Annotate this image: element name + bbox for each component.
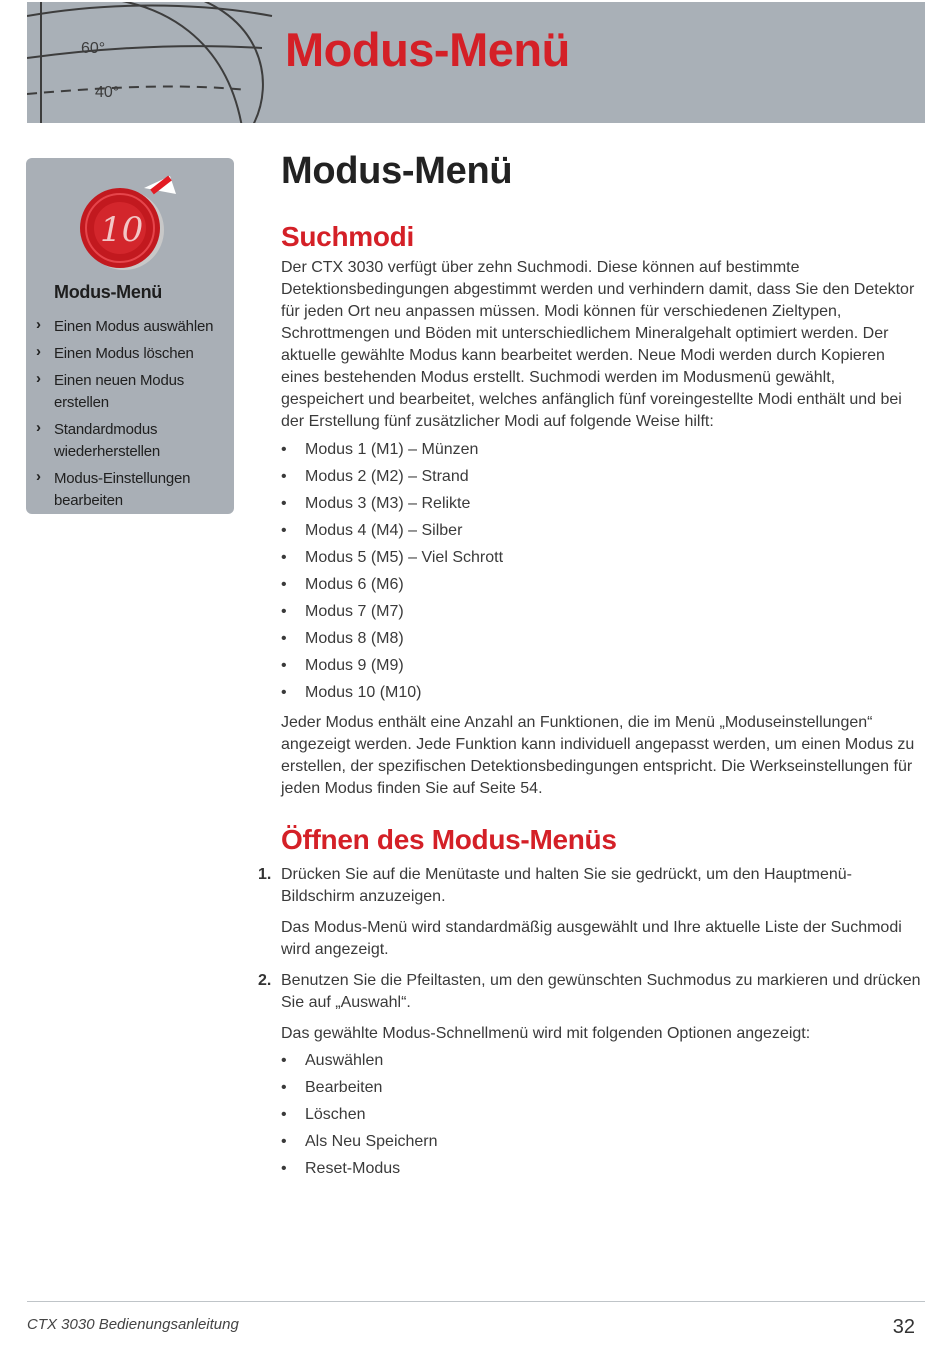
list-item: • Reset-Modus bbox=[281, 1155, 921, 1182]
globe-label-40: 40° bbox=[95, 84, 120, 101]
main-content bbox=[258, 148, 921, 1182]
chevron-right-icon: › bbox=[36, 419, 41, 436]
step-text: Drücken Sie auf die Menütaste und halten Sie sie gedrückt, um den Hauptmenü-Bildschirm anzuzeigen. bbox=[281, 866, 852, 905]
list-item: • Löschen bbox=[281, 1101, 921, 1128]
step-note: Das Modus-Menü wird standardmäßig ausgewählt und Ihre aktuelle Liste der Suchmodi wird angezeigt. bbox=[281, 919, 902, 958]
sidebar-item-select-mode[interactable] bbox=[36, 316, 228, 338]
sidebar-item-label-cont: bearbeiten bbox=[54, 492, 123, 509]
chevron-right-icon: › bbox=[36, 370, 41, 387]
globe-label-60: 60° bbox=[81, 40, 106, 57]
section-heading-open-menu: Öffnen des Modus-Menüs bbox=[281, 824, 617, 855]
list-item: • Modus 10 (M10) bbox=[281, 679, 921, 706]
sidebar-item-label: Modus-Einstellungen bbox=[54, 470, 191, 487]
header-title: Modus-Menü bbox=[285, 23, 570, 76]
sidebar-item-restore-default[interactable] bbox=[36, 419, 228, 463]
intro-paragraph: Der CTX 3030 verfügt über zehn Suchmodi. Diese können auf bestimmte Detektionsbedingungen abgestimmt werden und verhindern damit, dass Sie den Detektor für jeden Ort neu anpassen müssen. Modi können für verschiedenen Zieltypen, Schrottmengen und Böden mit unterschiedlichem Mineralgehalt optimiert werden. Der aktuelle gewählte Modus kann bearbeitet werden. Neue Modi werden durch Kopieren eines bestehenden Modus erstellt. Suchmodi werden im Modusmenü gewählt, gespeichert und bearbeitet, welches anfänglich fünf voreingestellte Modi enthält und bei der Erstellung fünf zusätzlicher Modi auf folgende Weise hilft: bbox=[281, 259, 915, 430]
svg-text:10: 10 bbox=[100, 210, 144, 250]
footer-doc-title: CTX 3030 Bedienungsanleitung bbox=[27, 1316, 239, 1333]
list-item: • Modus 9 (M9) bbox=[281, 652, 921, 679]
list-item: • Modus 5 (M5) – Viel Schrott bbox=[281, 544, 921, 571]
list-item: • Modus 3 (M3) – Relikte bbox=[281, 490, 921, 517]
list-item: • Modus 4 (M4) – Silber bbox=[281, 517, 921, 544]
list-item: • Als Neu Speichern bbox=[281, 1128, 921, 1155]
footer-divider bbox=[27, 1301, 925, 1302]
list-item: • Modus 6 (M6) bbox=[281, 571, 921, 598]
list-item: • Modus 7 (M7) bbox=[281, 598, 921, 625]
sidebar-item-label: Einen Modus löschen bbox=[54, 345, 194, 362]
section-heading-search-modes: Suchmodi bbox=[281, 221, 414, 252]
chevron-right-icon: › bbox=[36, 468, 41, 485]
coin-icon bbox=[52, 166, 182, 278]
chevron-right-icon: › bbox=[36, 316, 41, 333]
sidebar-item-create-mode[interactable] bbox=[36, 370, 228, 414]
sidebar-nav bbox=[36, 316, 228, 517]
sidebar bbox=[26, 158, 234, 514]
outro-paragraph: Jeder Modus enthält eine Anzahl an Funktionen, die im Menü „Moduseinstellungen“ angezeigt werden. Jede Funktion kann individuell angepasst werden, um einen Modus zu erstellen, der spezifischen Detektionsbedingungen entspricht. Die Werkseinstellungen für jeden Modus finden Sie auf Seite 54. bbox=[281, 714, 915, 797]
chevron-right-icon: › bbox=[36, 343, 41, 360]
page-title: Modus-Menü bbox=[281, 150, 513, 192]
page-number: 32 bbox=[892, 1316, 915, 1338]
list-item: • Modus 8 (M8) bbox=[281, 625, 921, 652]
list-item: • Modus 2 (M2) – Strand bbox=[281, 463, 921, 490]
step-text: Benutzen Sie die Pfeiltasten, um den gewünschten Suchmodus zu markieren und drücken Sie auf „Auswahl“. bbox=[281, 972, 921, 1011]
list-item: • Bearbeiten bbox=[281, 1074, 921, 1101]
sidebar-item-label-cont: wiederherstellen bbox=[54, 443, 161, 460]
sidebar-item-label: Einen Modus auswählen bbox=[54, 318, 214, 335]
step-2 bbox=[258, 970, 921, 1045]
sidebar-item-label: Einen neuen Modus erstellen bbox=[54, 372, 185, 411]
list-item: • Modus 1 (M1) – Münzen bbox=[281, 436, 921, 463]
sidebar-title: Modus-Menü bbox=[54, 282, 162, 302]
step-1 bbox=[258, 864, 921, 961]
sidebar-item-label: Standardmodus bbox=[54, 421, 158, 438]
options-list bbox=[281, 1047, 921, 1182]
sidebar-item-edit-settings[interactable] bbox=[36, 468, 228, 512]
sidebar-item-delete-mode[interactable] bbox=[36, 343, 228, 365]
modes-list bbox=[281, 436, 921, 706]
globe-icon bbox=[27, 2, 287, 123]
step-note: Das gewählte Modus-Schnellmenü wird mit folgenden Optionen angezeigt: bbox=[281, 1025, 811, 1042]
step-number: 2. bbox=[258, 972, 272, 989]
list-item: • Auswählen bbox=[281, 1047, 921, 1074]
header-band bbox=[27, 2, 925, 123]
step-number: 1. bbox=[258, 866, 272, 883]
